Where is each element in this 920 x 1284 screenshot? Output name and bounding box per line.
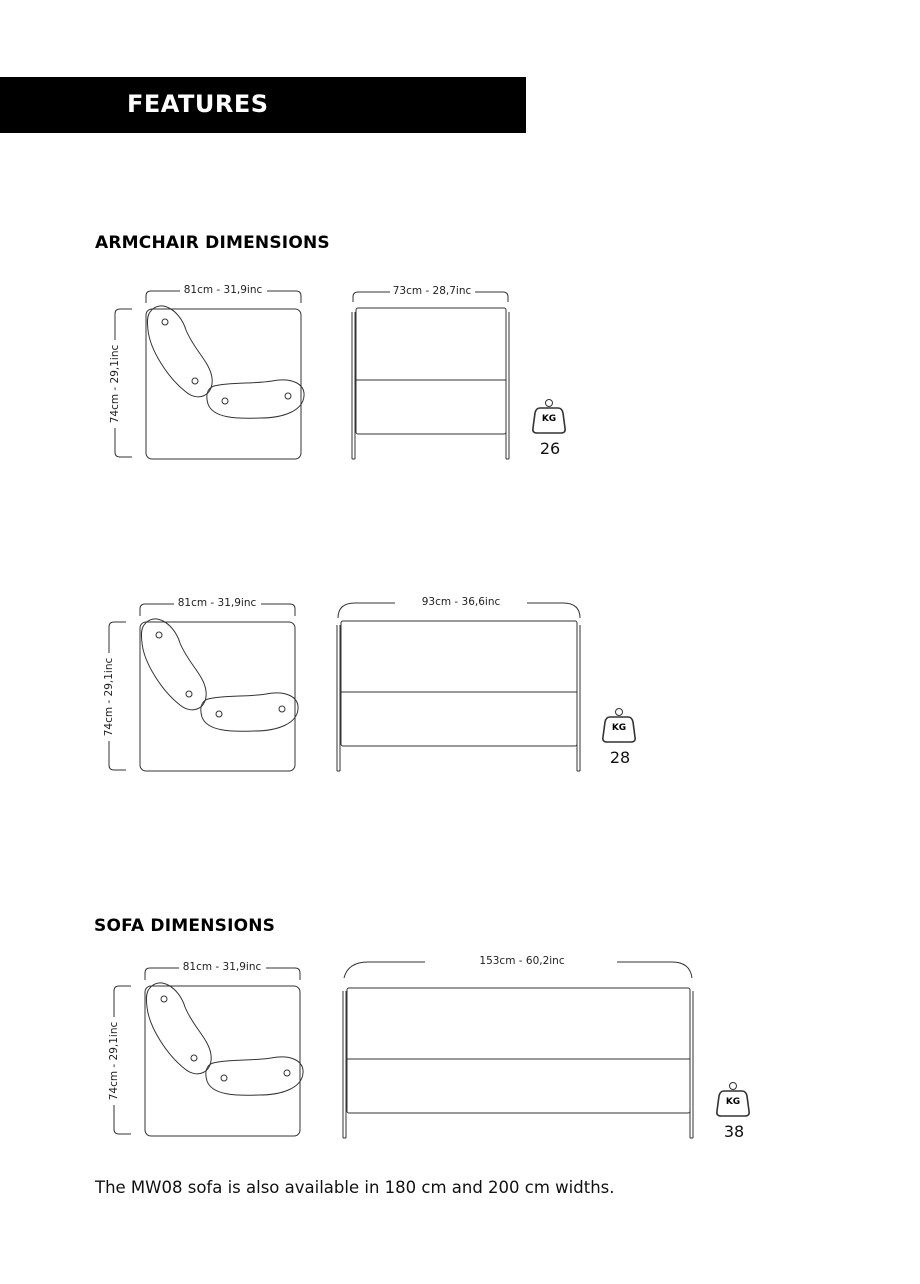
footnote-text: The MW08 sofa is also available in 180 cm and 200 cm widths. (95, 1178, 615, 1197)
kg-icon: KG (541, 414, 557, 424)
side-view-armrest (146, 983, 211, 1074)
side-width-label: 81cm - 31,9inc (182, 961, 262, 973)
height-label: 74cm - 29,1inc (103, 657, 115, 737)
weight-value: 38 (723, 1122, 745, 1141)
height-label: 74cm - 29,1inc (109, 344, 121, 424)
front-width-label: 73cm - 28,7inc (392, 285, 472, 297)
weight-value: 26 (539, 439, 561, 458)
side-width-label: 81cm - 31,9inc (177, 597, 257, 609)
height-label: 74cm - 29,1inc (108, 1021, 120, 1101)
armchair-section-title: ARMCHAIR DIMENSIONS (95, 233, 330, 253)
kg-icon: KG (611, 723, 627, 733)
side-width-label: 81cm - 31,9inc (183, 284, 263, 296)
kg-icon: KG (725, 1097, 741, 1107)
front-view-body (347, 988, 690, 1113)
weight-value: 28 (609, 748, 631, 767)
page-title: FEATURES (127, 90, 269, 118)
front-width-label: 153cm - 60,2inc (479, 955, 565, 967)
sofa-section-title: SOFA DIMENSIONS (94, 916, 276, 936)
front-width-label: 93cm - 36,6inc (421, 596, 501, 608)
